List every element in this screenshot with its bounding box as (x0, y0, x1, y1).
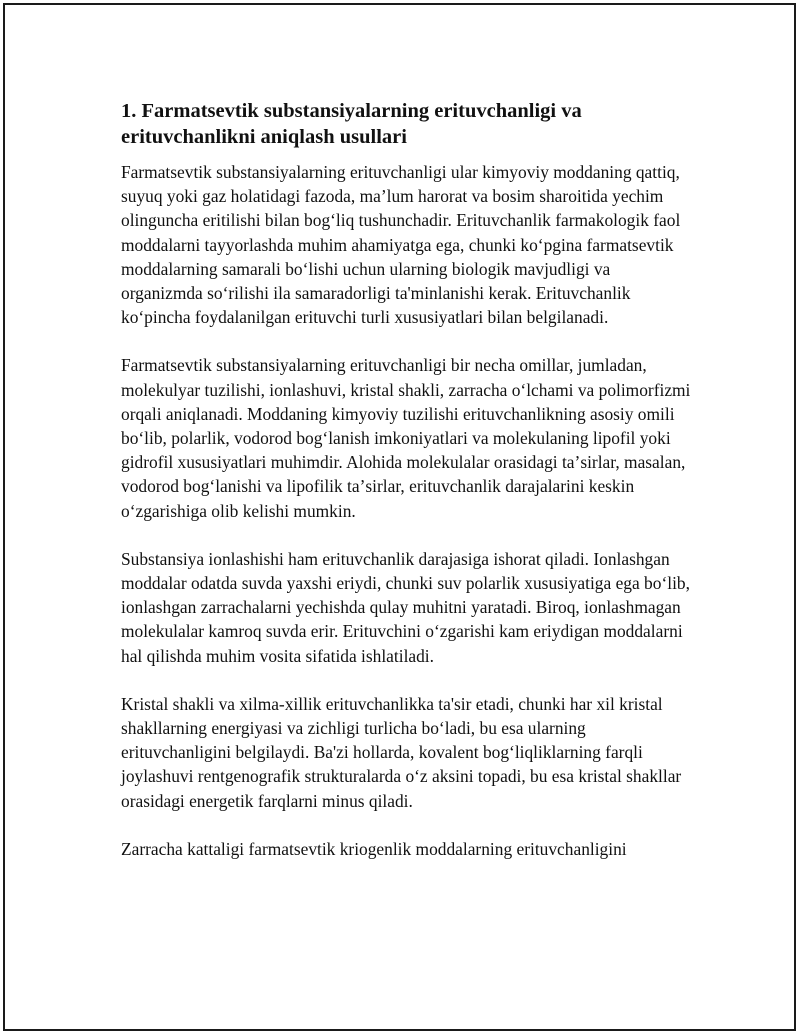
section-heading: 1. Farmatsevtik substansiyalarning erituvchanligi va erituvchanlikni aniqlash usullari (121, 100, 582, 148)
paragraph: Zarracha kattaligi farmatsevtik kriogenlik moddalarning erituvchanligini (121, 838, 627, 859)
paragraph: Farmatsevtik substansiyalarning erituvchanligi ular kimyoviy moddaning qattiq, suyuq yoki gaz holatidagi fazoda, maʼlum harorat va bosim sharoitida yechim olinguncha eritilishi bilan bogʻliq tushunchadir. Erituvchanlik farmakologik faol moddalarni tayyorlashda muhim ahamiyatga ega, chunki koʻpgina farmatsevtik moddalarning samarali boʻlishi uchun ularning biologik mavjudligi va organizmda soʻrilishi ila samaradorligi ta'minlanishi kerak. Erituvchanlik koʻpincha foydalanilgan erituvchi turli xususiyatlari bilan belgilanadi. (121, 162, 681, 328)
paragraph: Kristal shakli va xilma-xillik erituvchanlikka ta'sir etadi, chunki har xil kristal shakllarning energiyasi va zichligi turlicha boʻladi, bu esa ularning erituvchanligini belgilaydi. Ba'zi hollarda, kovalent bogʻliqliklarning farqli joylashuvi rentgenografik strukturalarda oʻz aksini topadi, bu esa kristal shakllar orasidagi energetik farqlarni minus qiladi. (121, 693, 682, 811)
document-body (121, 98, 691, 885)
page-frame (3, 3, 796, 1031)
paragraph: Substansiya ionlashishi ham erituvchanlik darajasiga ishorat qiladi. Ionlashgan moddalar odatda suvda yaxshi eriydi, chunki suv polarlik xususiyatiga ega boʻlib, ionlashgan zarrachalarni yechishda qulay muhitni yaratadi. Biroq, ionlashmagan molekulalar kamroq suvda erir. Erituvchini oʻzgarishi kam eriydigan moddalarni hal qilishda muhim vosita sifatida ishlatiladi. (121, 548, 690, 666)
paragraph: Farmatsevtik substansiyalarning erituvchanligi bir necha omillar, jumladan, molekulyar tuzilishi, ionlashuvi, kristal shakli, zarracha oʻlchami va polimorfizmi orqali aniqlanadi. Moddaning kimyoviy tuzilishi erituvchanlikning asosiy omili boʻlib, polarlik, vodorod bogʻlanish imkoniyatlari va molekulaning lipofil yoki gidrofil xususiyatlari muhimdir. Alohida molekulalar orasidagi taʼsirlar, masalan, vodorod bogʻlanishi va lipofilik taʼsirlar, erituvchanlik darajalarini keskin oʻzgarishiga olib kelishi mumkin. (121, 355, 691, 521)
